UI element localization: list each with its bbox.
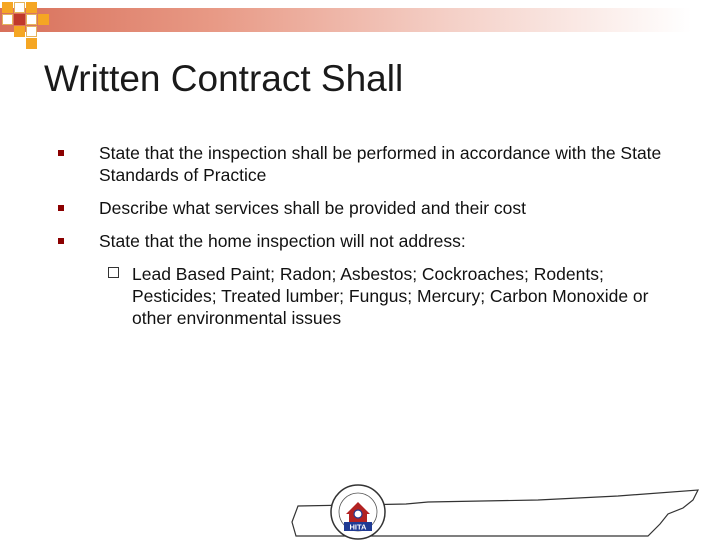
slide-title: Written Contract Shall xyxy=(44,58,404,99)
bullet-text: State that the home inspection will not address: xyxy=(99,231,466,251)
checkbox-bullet-icon xyxy=(108,267,119,278)
bullet-text: Describe what services shall be provided and their cost xyxy=(99,198,527,218)
association-logo xyxy=(288,478,708,540)
logo-label: HITA xyxy=(349,522,367,532)
square-bullet-icon xyxy=(58,205,64,211)
tri-star-icon xyxy=(354,510,362,518)
sub-bullet-text: Lead Based Paint; Radon; Asbestos; Cockroaches; Rodents; Pesticides; Treated lumber; Fungus; Mercury; Carbon Monoxide or other environmental issues xyxy=(132,264,649,328)
tennessee-map-logo-icon xyxy=(288,478,708,540)
square-bullet-icon xyxy=(58,150,64,156)
square-bullet-icon xyxy=(58,238,64,244)
bullet-text: State that the inspection shall be performed in accordance with the State Standards of Practice xyxy=(99,143,662,185)
